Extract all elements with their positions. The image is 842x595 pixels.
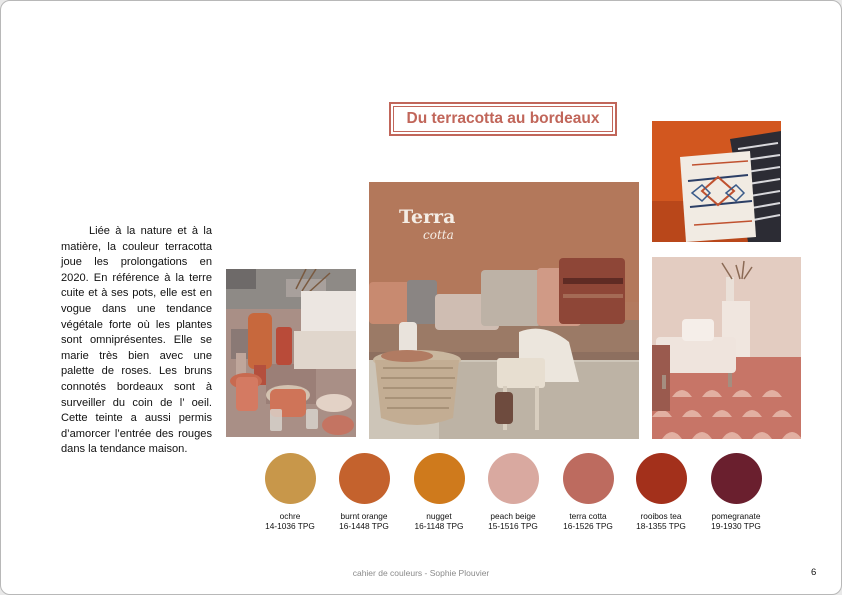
color-palette [259,453,769,533]
swatch-pomegranate-name: pomegranate [711,511,761,521]
terra-word: Terra [399,206,456,228]
swatch-nugget-name: nugget [426,511,452,521]
tableware-photo [226,269,356,437]
swatch-ochre-name: ochre [279,511,301,521]
body-paragraph: Liée à la nature et à la matière, la couleur terracotta joue les prolongations en 2020. En référence à la terre cuite et à ses pots, elle est en vogue dans une tendance végétale forte où les plantes sont omniprésentes. Elle se marie très bien avec une palette de roses. Les bruns connotés bordeaux sont à surveiller du coin de l’ oeil. Cette teinte a aussi permis d’amorcer l’entrée des rouges dans la tendance maison. [61,225,212,456]
swatch-pomegranate [699,453,773,531]
swatch-terra-cotta-name: terra cotta [569,511,607,521]
cotta-word: cotta [423,228,454,242]
swatch-peach-beige-name: peach beige [490,511,536,521]
swatch-peach-beige [476,453,550,531]
swatch-ochre [253,453,327,531]
swatch-pomegranate-dot [711,453,762,504]
swatch-terra-cotta-dot [563,453,614,504]
swatch-rooibos-tea-dot [636,453,687,504]
swatch-pomegranate-code: 19-1930 TPG [711,521,761,531]
swatch-burnt-orange-code: 16-1448 TPG [339,521,389,531]
swatch-burnt-orange-dot [339,453,390,504]
swatch-rooibos-tea-code: 18-1355 TPG [636,521,686,531]
swatch-rooibos-tea-name: rooibos tea [640,511,682,521]
pink-bedroom-photo [652,257,801,439]
swatch-ochre-code: 14-1036 TPG [265,521,315,531]
terracotta-livingroom-photo [369,182,639,439]
swatch-terra-cotta-code: 16-1526 TPG [563,521,613,531]
title-frame [389,102,617,136]
cushions-photo [652,121,781,242]
page-footer: cahier de couleurs - Sophie Plouvier [352,568,490,578]
swatch-terra-cotta [551,453,625,531]
page-title: Du terracotta au bordeaux [406,110,600,127]
swatch-burnt-orange-name: burnt orange [340,511,388,521]
swatch-burnt-orange [327,453,401,531]
swatch-rooibos-tea [624,453,698,531]
swatch-peach-beige-code: 15-1516 TPG [488,521,538,531]
page-number: 6 [811,567,817,578]
swatch-ochre-dot [265,453,316,504]
swatch-nugget-dot [414,453,465,504]
swatch-nugget [402,453,476,531]
swatch-nugget-code: 16-1148 TPG [414,521,464,531]
swatch-peach-beige-dot [488,453,539,504]
